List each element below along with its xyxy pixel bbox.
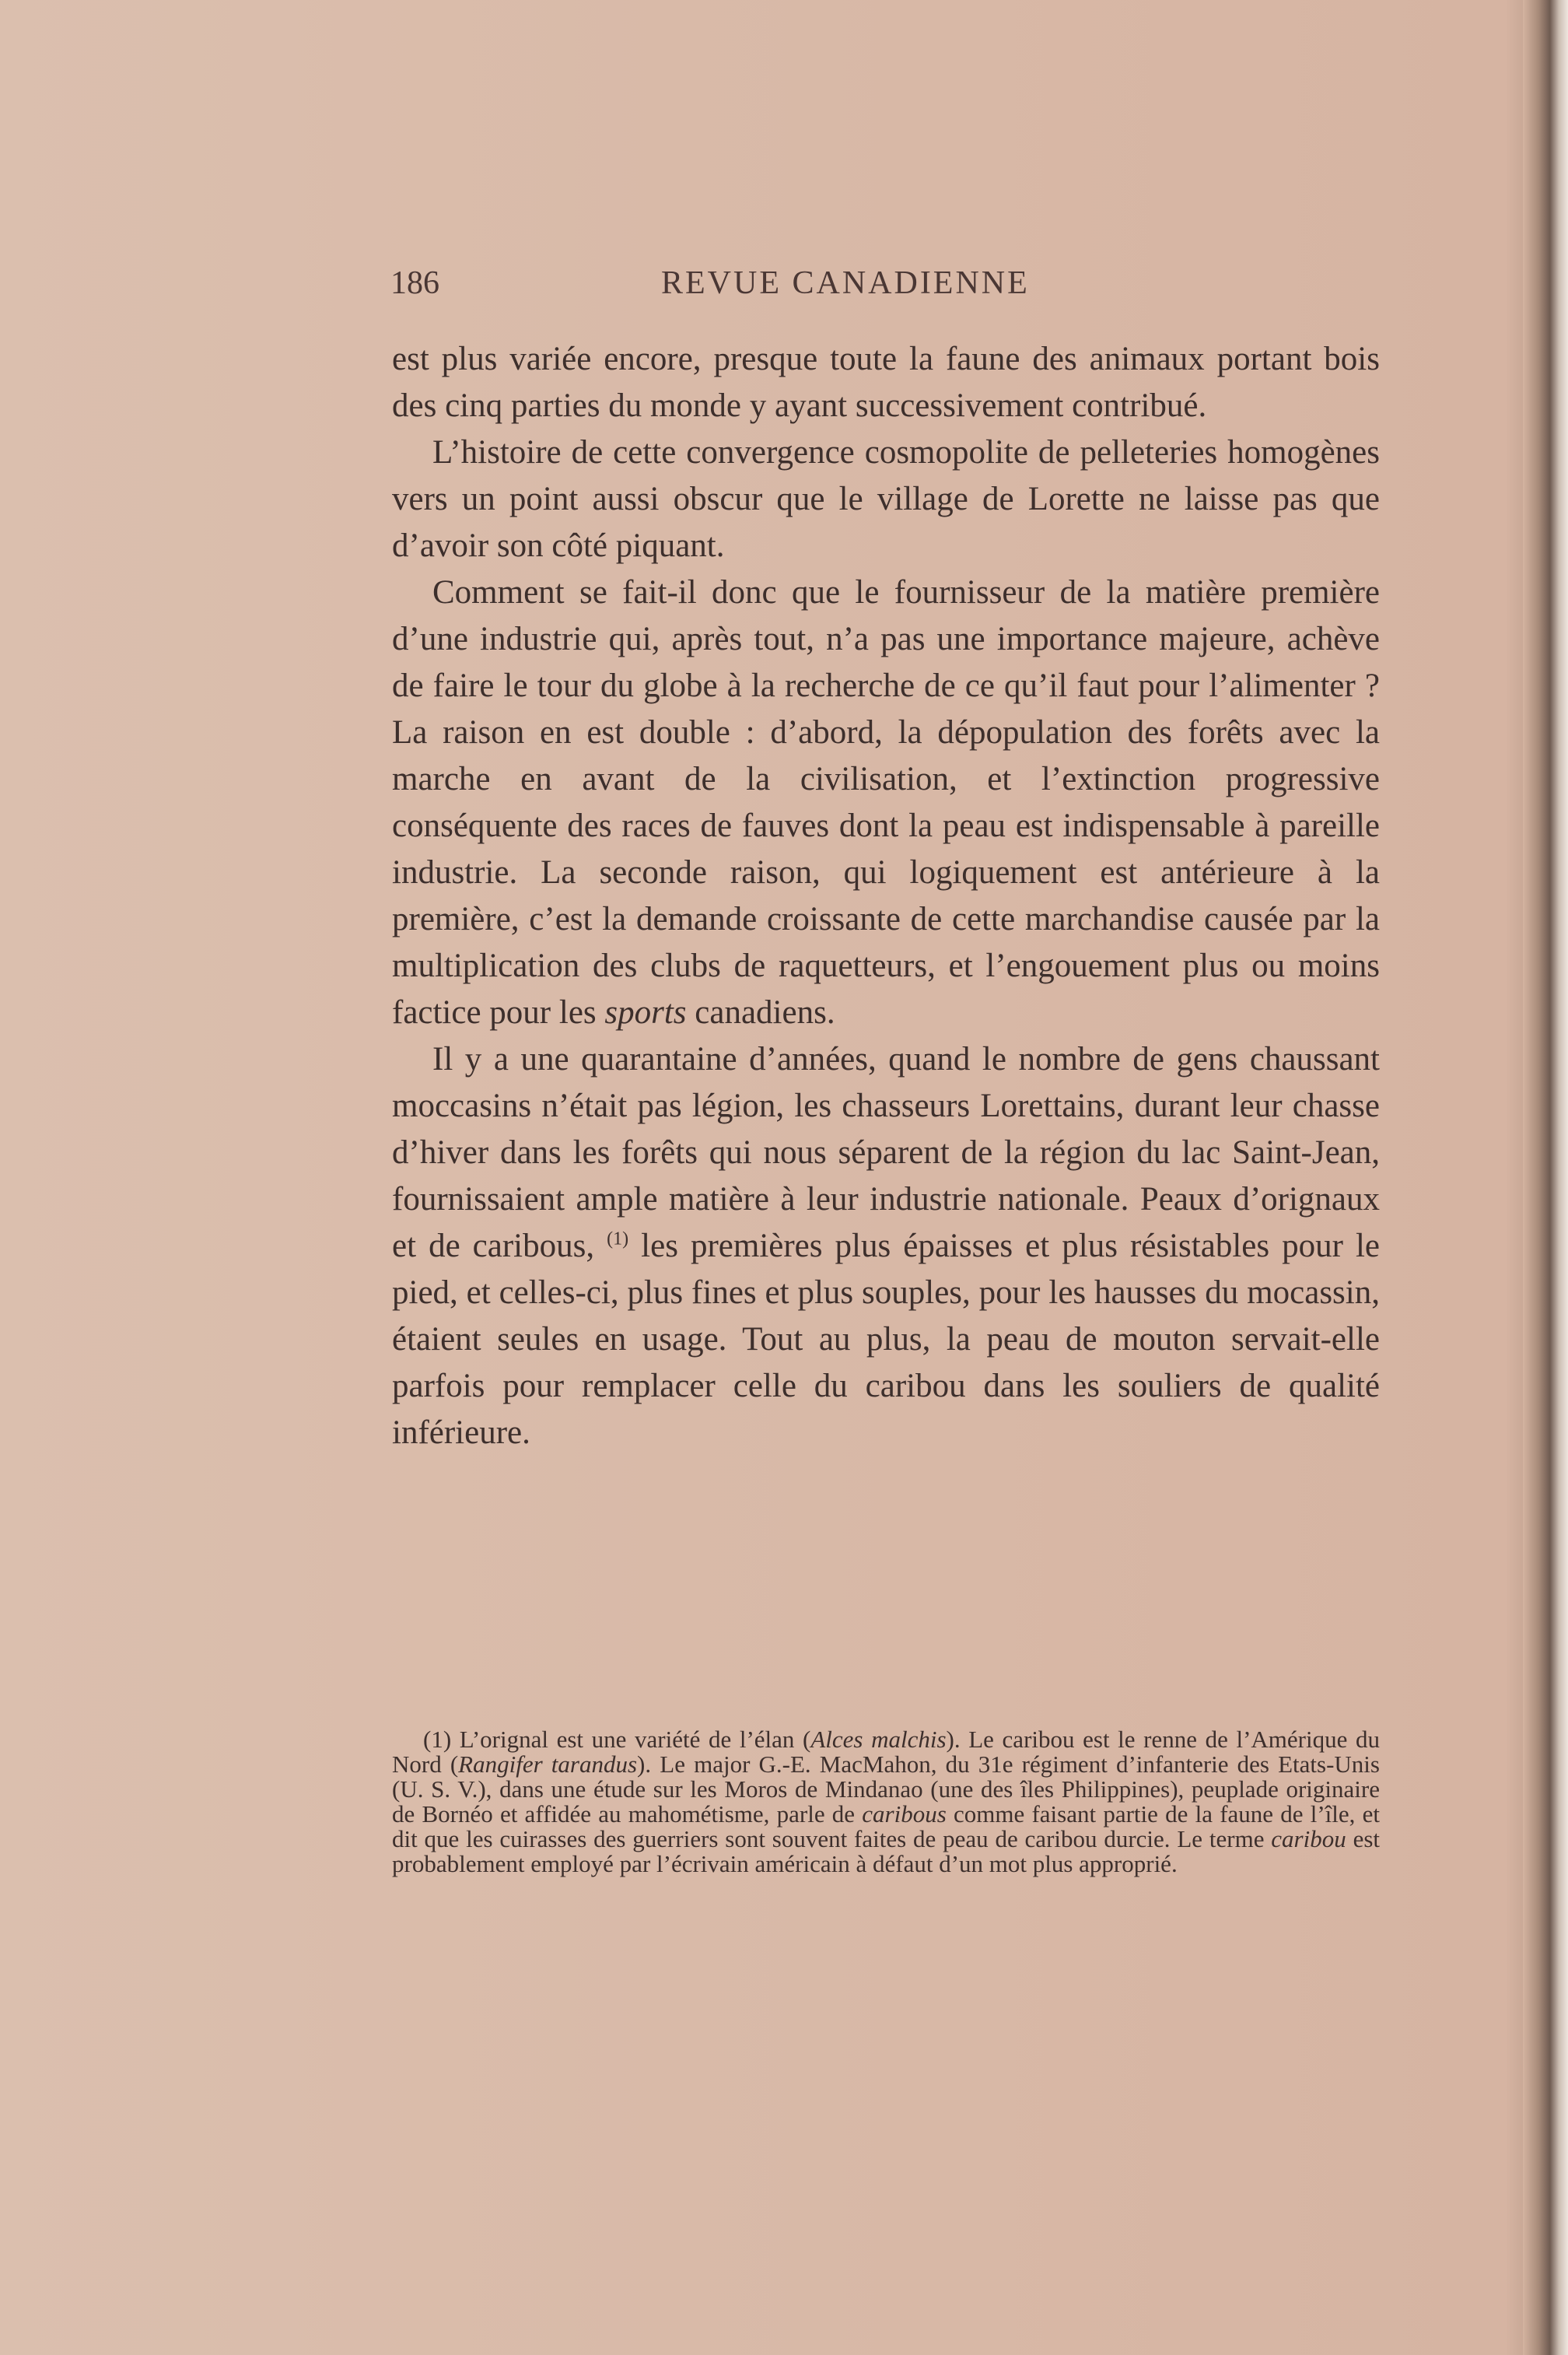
footnote-italic-3: caribous — [862, 1800, 947, 1828]
footnote-text-2: ). Le caribou est le renne de l’Amérique du Nord ( — [392, 1726, 1380, 1778]
footnote — [392, 1727, 1380, 1877]
footnote-italic-2: Rangifer tarandus — [458, 1750, 638, 1778]
paragraph-3-italic: sports — [604, 994, 687, 1031]
page-number: 186 — [390, 265, 439, 301]
paragraph-3-end: canadiens. — [686, 994, 835, 1031]
footnote-reference: (1) — [607, 1228, 629, 1249]
footnote-text-3: ). Le major G.-E. MacMahon, du 31e régiment d’infanterie des Etats-Unis (U. S. V.), dans une étude sur les Moros de Mindanao (une des îles Philippines), peuplade originaire de Bornéo et affidée au mahométisme, parle de — [392, 1750, 1380, 1828]
footnote-text-4: comme faisant partie de la faune de l’île, et dit que les cuirasses des guerriers sont souvent faites de peau de caribou durcie. Le terme — [392, 1800, 1381, 1852]
footnote-text-1: (1) L’orignal est une variété de l’élan ( — [423, 1726, 811, 1753]
footnote-italic-1: Alces malchis — [810, 1726, 947, 1753]
paragraph-1: est plus variée encore, presque toute la faune des animaux portant bois des cinq parties du monde y ayant successivement contribué. — [392, 341, 1380, 424]
paragraph-2: L’histoire de cette convergence cosmopolite de pelleteries homogènes vers un point aussi obscur que le village de Lorette ne laisse pas que d’avoir son côté piquant. — [392, 434, 1380, 564]
paragraph-4-end: les premières plus épaisses et plus résistables pour le pied, et celles-ci, plus fines et plus souples, pour les hausses du mocassin, étaient seules en usage. Tout au plus, la peau de mouton servait-elle parfois pour remplacer celle du caribou dans les souliers de qualité inférieure. — [392, 1228, 1381, 1451]
footnote-text-5: est probablement employé par l’écrivain américain à défaut d’un mot plus approprié. — [392, 1825, 1380, 1877]
page-header — [390, 265, 1386, 311]
paragraph-4-text: Il y a une quarantaine d’années, quand le nombre de gens chaussant moccasins n’était pas légion, les chasseurs Lorettains, durant leur chasse d’hiver dans les forêts qui nous séparent de la région du lac Saint-Jean, fournissaient ample matière à leur industrie nationale. Peaux d’orignaux et de caribous, — [392, 1041, 1380, 1264]
footnote-italic-4: caribou — [1271, 1825, 1346, 1852]
page-edge — [1523, 0, 1568, 2355]
paragraph-3-text: Comment se fait-il donc que le fournisseur de la matière première d’une industrie qui, après tout, n’a pas une importance majeure, achève de faire le tour du globe à la recherche de ce qu’il faut pour l’alimenter ? La raison en est double : d’abord, la dépopulation des forêts avec la marche en avant de la civilisation, et l’extinction progressive conséquente des races de fauves dont la peau est indispensable à pareille industrie. La seconde raison, qui logiquement est antérieure à la première, c’est la demande croissante de cette marchandise causée par la multiplication des clubs de raquetteurs, et l’engouement plus ou moins factice pour les — [392, 574, 1380, 1031]
paragraph-4 — [392, 1036, 1380, 1456]
running-head: REVUE CANADIENNE — [661, 265, 1030, 301]
body-text — [392, 336, 1380, 1456]
paragraph-3 — [392, 569, 1380, 1036]
